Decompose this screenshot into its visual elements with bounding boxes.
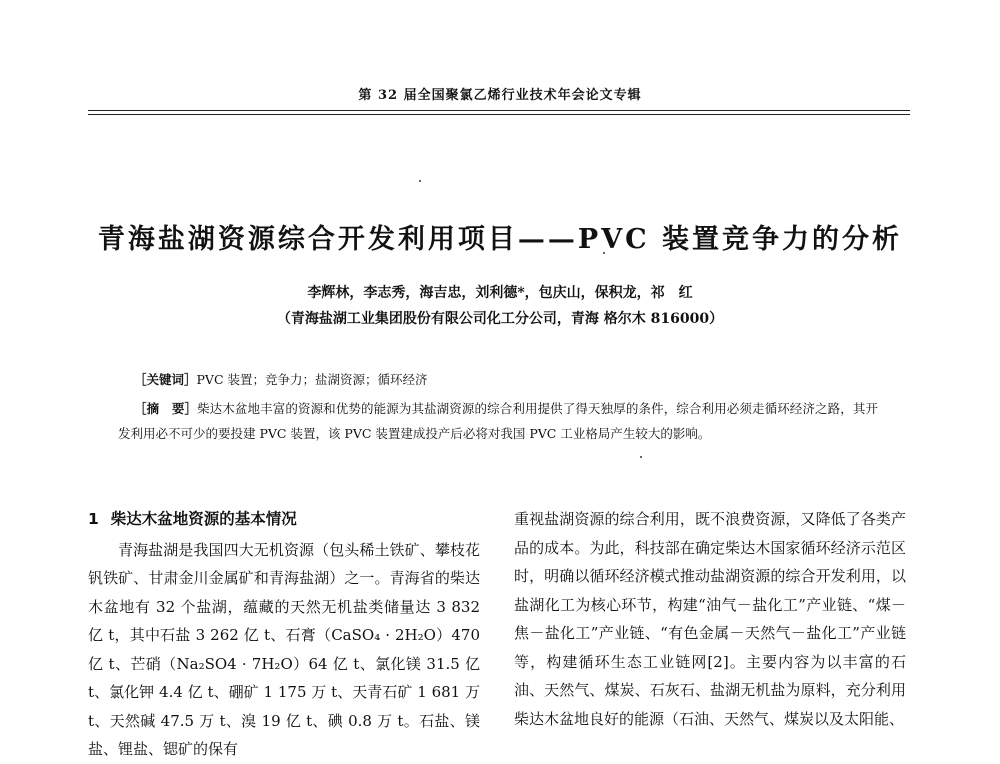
authors: 李辉林，李志秀，海吉忠，刘利德*，包庆山，保积龙，祁 红 — [307, 285, 693, 301]
left-column — [88, 505, 480, 764]
section-heading — [88, 505, 480, 534]
keywords — [134, 370, 428, 388]
section-title: 柴达木盆地资源的基本情况 — [110, 510, 297, 528]
right-column — [514, 505, 906, 733]
abstract — [118, 396, 878, 446]
body-paragraph-left: 青海盐湖是我国四大无机资源（包头稀土铁矿、攀枝花钒铁矿、甘肃金川金属矿和青海盐湖）之一。青海省的柴达木盆地有 32 个盐湖，蕴藏的天然无机盐类储量达 3 832 亿 t，其中石盐 3 262 亿 t、石膏（CaSO₄ · 2H₂O）470 亿 t、芒硝（Na₂SO4 · 7H₂O）64 亿 t、氯化镁 31.5 亿 t、氯化钾 4.4 亿 t、硼矿 1 175 万 t、天青石矿 1 681 万 t、天然碱 47.5 万 t、溴 19 亿 t、碘 0.8 万 t。石盐、镁盐、锂盐、锶矿的保有 — [88, 540, 480, 758]
abstract-label: ［摘 要］ — [134, 401, 198, 416]
scan-speck — [419, 180, 421, 182]
affiliation: （青海盐湖工业集团股份有限公司化工分公司，青海 格尔木 816000） — [276, 311, 724, 327]
body-paragraph-right: 重视盐湖资源的综合利用，既不浪费资源，又降低了各类产品的成本。为此，科技部在确定柴达木国家循环经济示范区时，明确以循环经济模式推动盐湖资源的综合开发利用，以盐湖化工为核心环节，构建“油气－盐化工”产业链、“煤－焦－盐化工”产业链、“有色金属－天然气－盐化工”产业链等，构建循环生态工业链网[2]。主要内容为以丰富的石油、天然气、煤炭、石灰石、盐湖无机盐为原料，充分利用柴达木盆地良好的能源（石油、天然气、煤炭以及太阳能、 — [514, 510, 906, 728]
keywords-text: PVC 装置；竞争力；盐湖资源；循环经济 — [196, 372, 428, 387]
running-header: 第 32 届全国聚氯乙烯行业技术年会论文专辑 — [358, 88, 642, 103]
abstract-text: 柴达木盆地丰富的资源和优势的能源为其盐湖资源的综合利用提供了得天独厚的条件，综合利用必须走循环经济之路，其开发利用必不可少的要投建 PVC 装置，该 PVC 装置建成投产后必将对我国 PVC 工业格局产生较大的影响。 — [118, 401, 878, 441]
scan-speck — [640, 456, 642, 458]
header-rule-thick — [88, 110, 910, 111]
keywords-label: ［关键词］ — [134, 372, 197, 387]
header-rule-thin — [88, 114, 910, 115]
article-title: 青海盐湖资源综合开发利用项目——PVC 装置竞争力的分析 — [97, 224, 903, 256]
section-number: 1 — [88, 510, 99, 528]
